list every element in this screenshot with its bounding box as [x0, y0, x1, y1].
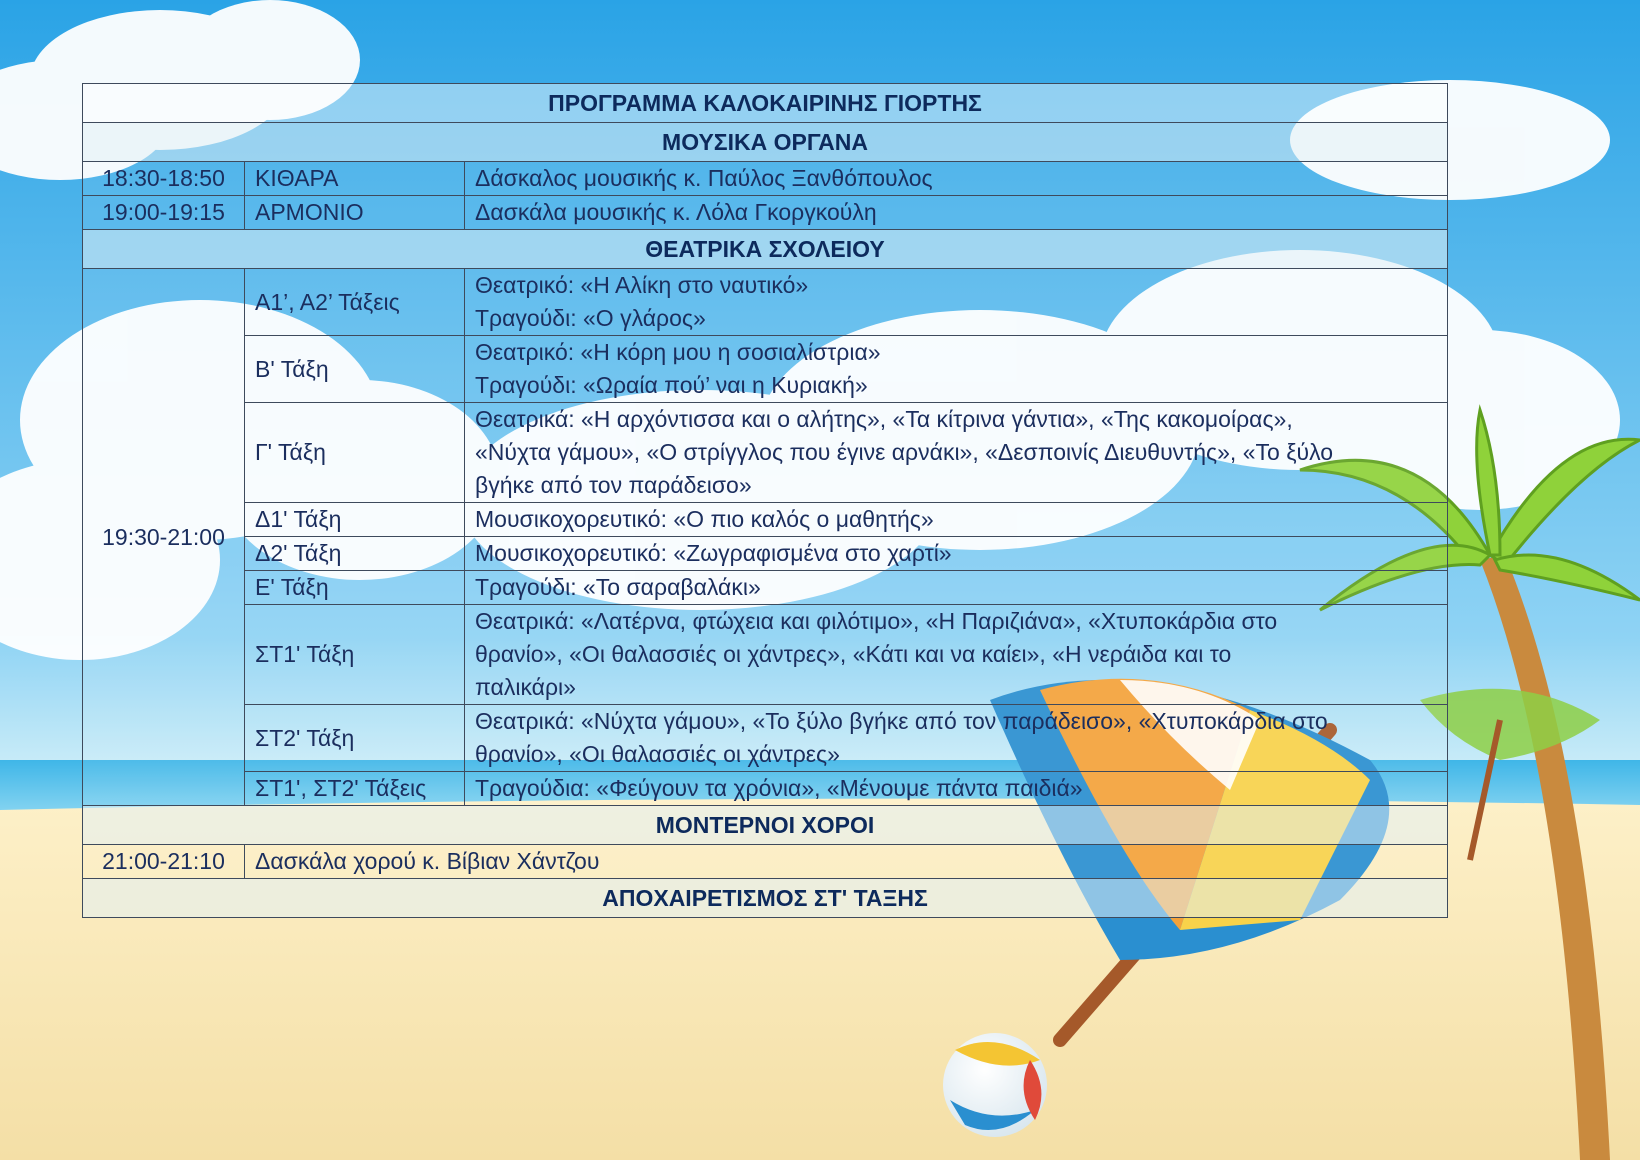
performance-line: παλικάρι»	[475, 674, 576, 700]
class-cell: Ε' Τάξη	[245, 571, 465, 605]
performance-cell	[465, 772, 1448, 806]
table-row	[83, 772, 1448, 806]
time-cell: 21:00-21:10	[83, 845, 245, 879]
performance-line: Μουσικοχορευτικό: «Ο πιο καλός ο μαθητής»	[475, 506, 934, 532]
section-heading-theatre: ΘΕΑΤΡΙΚΑ ΣΧΟΛΕΙΟΥ	[83, 230, 1448, 269]
performance-line: Μουσικοχορευτικό: «Ζωγραφισμένα στο χαρτί»	[475, 540, 952, 566]
table-row	[83, 705, 1448, 772]
table-row	[83, 403, 1448, 503]
teacher-cell: Δασκάλα χορού κ. Βίβιαν Χάντζου	[245, 845, 1448, 879]
class-cell: Γ' Τάξη	[245, 403, 465, 503]
performance-cell	[465, 605, 1448, 705]
performance-line: Θεατρικό: «Η Αλίκη στο ναυτικό»	[475, 272, 809, 298]
performance-line: θρανίο», «Οι θαλασσιές οι χάντρες», «Κάτι και να καίει», «Η νεράιδα και το	[475, 641, 1232, 667]
class-cell: Α1’, Α2’ Τάξεις	[245, 269, 465, 336]
table-row	[83, 537, 1448, 571]
performance-cell	[465, 537, 1448, 571]
beach-ball-icon	[943, 1033, 1047, 1137]
program-table	[82, 83, 1448, 918]
instrument-cell: ΑΡΜΟΝΙΟ	[245, 196, 465, 230]
table-row	[83, 196, 1448, 230]
section-heading-farewell: ΑΠΟΧΑΙΡΕΤΙΣΜΟΣ ΣΤ' ΤΑΞΗΣ	[83, 879, 1448, 918]
table-row	[83, 571, 1448, 605]
section-heading-dance: ΜΟΝΤΕΡΝΟΙ ΧΟΡΟΙ	[83, 806, 1448, 845]
time-cell: 19:00-19:15	[83, 196, 245, 230]
performance-cell	[465, 403, 1448, 503]
instrument-cell: ΚΙΘΑΡΑ	[245, 162, 465, 196]
class-cell: Β' Τάξη	[245, 336, 465, 403]
teacher-cell: Δασκάλα μουσικής κ. Λόλα Γκοργκούλη	[465, 196, 1448, 230]
class-cell: Δ2' Τάξη	[245, 537, 465, 571]
table-row	[83, 336, 1448, 403]
class-cell: Δ1' Τάξη	[245, 503, 465, 537]
performance-cell	[465, 705, 1448, 772]
teacher-cell: Δάσκαλος μουσικής κ. Παύλος Ξανθόπουλος	[465, 162, 1448, 196]
performance-line: Τραγούδι: «Ωραία πού’ ναι η Κυριακή»	[475, 372, 868, 398]
page-title: ΠΡΟΓΡΑΜΜΑ ΚΑΛΟΚΑΙΡΙΝΗΣ ΓΙΟΡΤΗΣ	[83, 84, 1448, 123]
table-row	[83, 845, 1448, 879]
performance-cell	[465, 571, 1448, 605]
table-row	[83, 269, 1448, 336]
time-cell: 19:30-21:00	[83, 269, 245, 806]
performance-cell	[465, 503, 1448, 537]
table-row	[83, 162, 1448, 196]
time-cell: 18:30-18:50	[83, 162, 245, 196]
performance-line: θρανίο», «Οι θαλασσιές οι χάντρες»	[475, 741, 840, 767]
performance-cell	[465, 336, 1448, 403]
class-cell: ΣΤ2' Τάξη	[245, 705, 465, 772]
section-heading-music: ΜΟΥΣΙΚΑ ΟΡΓΑΝΑ	[83, 123, 1448, 162]
performance-line: Τραγούδι: «Ο γλάρος»	[475, 305, 706, 331]
performance-line: Τραγούδι: «Το σαραβαλάκι»	[475, 574, 761, 600]
performance-line: Θεατρικά: «Λατέρνα, φτώχεια και φιλότιμο», «Η Παριζιάνα», «Χτυποκάρδια στο	[475, 608, 1278, 634]
performance-line: Θεατρικά: «Νύχτα γάμου», «Το ξύλο βγήκε από τον παράδεισο», «Χτυποκάρδια στο	[475, 708, 1328, 734]
class-cell: ΣΤ1', ΣΤ2' Τάξεις	[245, 772, 465, 806]
performance-line: Θεατρικό: «Η κόρη μου η σοσιαλίστρια»	[475, 339, 881, 365]
performance-line: Τραγούδια: «Φεύγουν τα χρόνια», «Μένουμε πάντα παιδιά»	[475, 775, 1083, 801]
table-row	[83, 503, 1448, 537]
performance-cell	[465, 269, 1448, 336]
performance-line: βγήκε από τον παράδεισο»	[475, 472, 752, 498]
performance-line: «Νύχτα γάμου», «Ο στρίγγλος που έγινε αρνάκι», «Δεσποινίς Διευθυντής», «Το ξύλο	[475, 439, 1334, 465]
class-cell: ΣΤ1' Τάξη	[245, 605, 465, 705]
performance-line: Θεατρικά: «Η αρχόντισσα και ο αλήτης», «Τα κίτρινα γάντια», «Της κακομοίρας»,	[475, 406, 1293, 432]
table-row	[83, 605, 1448, 705]
